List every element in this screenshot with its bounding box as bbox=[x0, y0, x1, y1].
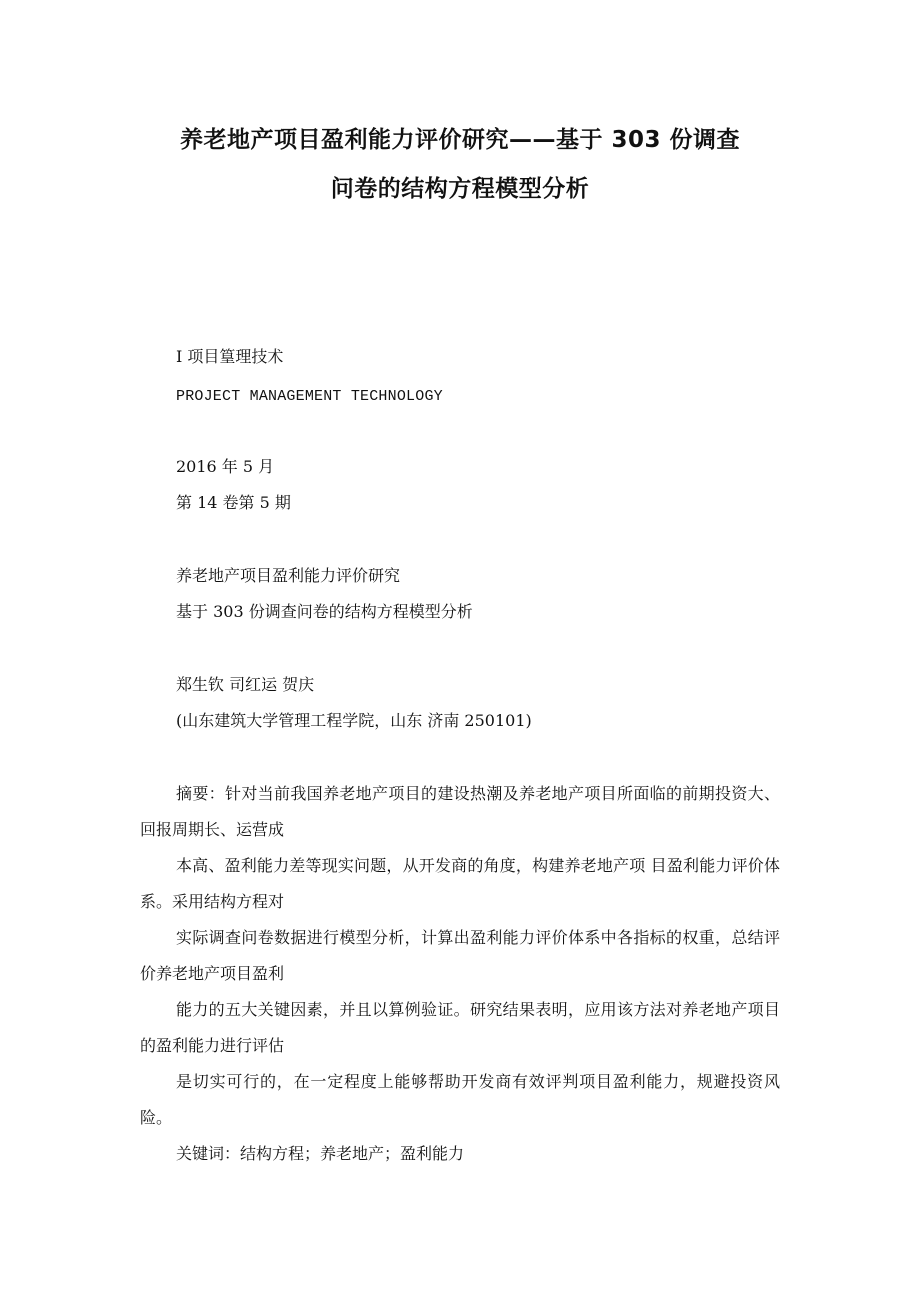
volume-issue: 第 14 卷第 5 期 bbox=[176, 493, 291, 512]
title-line-2: 问卷的结构方程模型分析 bbox=[330, 176, 590, 202]
keywords: 关键词：结构方程；养老地产；盈利能力 bbox=[176, 1144, 465, 1163]
publication-date: 2016 年 5 月 bbox=[176, 457, 275, 476]
authors: 郑生钦 司红运 贺庆 bbox=[176, 675, 315, 694]
subtitle-line-2: 基于 303 份调查问卷的结构方程模型分析 bbox=[176, 602, 473, 621]
journal-name-cn: I 项目篁理技术 bbox=[176, 347, 284, 366]
subtitle-line-1: 养老地产项目盈利能力评价研究 bbox=[176, 566, 401, 585]
abstract-paragraph: 摘要：针对当前我国养老地产项目的建设热潮及养老地产项目所面临的前期投资大、回报周期长、运营成 bbox=[140, 784, 780, 839]
abstract-paragraph: 是切实可行的，在一定程度上能够帮助开发商有效评判项目盈利能力，规避投资风 险。 bbox=[140, 1072, 780, 1127]
journal-name-en: PROJECT MANAGEMENT TECHNOLOGY bbox=[176, 388, 443, 405]
title-line-1: 养老地产项目盈利能力评价研究——基于 303 份调查 bbox=[179, 127, 741, 153]
abstract-paragraph: 本高、盈利能力差等现实问题，从开发商的角度，构建养老地产项 目盈利能力评价体系。采用结构方程对 bbox=[140, 856, 780, 911]
affiliation: (山东建筑大学管理工程学院，山东 济南 250101) bbox=[176, 711, 532, 730]
abstract-paragraph: 实际调查问卷数据进行模型分析，计算出盈利能力评价体系中各指标的权重，总结评价养老地产项目盈利 bbox=[140, 928, 780, 983]
abstract-paragraph: 能力的五大关键因素，并且以算例验证。研究结果表明，应用该方法对养老地产项目的盈利能力进行评估 bbox=[140, 1000, 780, 1055]
